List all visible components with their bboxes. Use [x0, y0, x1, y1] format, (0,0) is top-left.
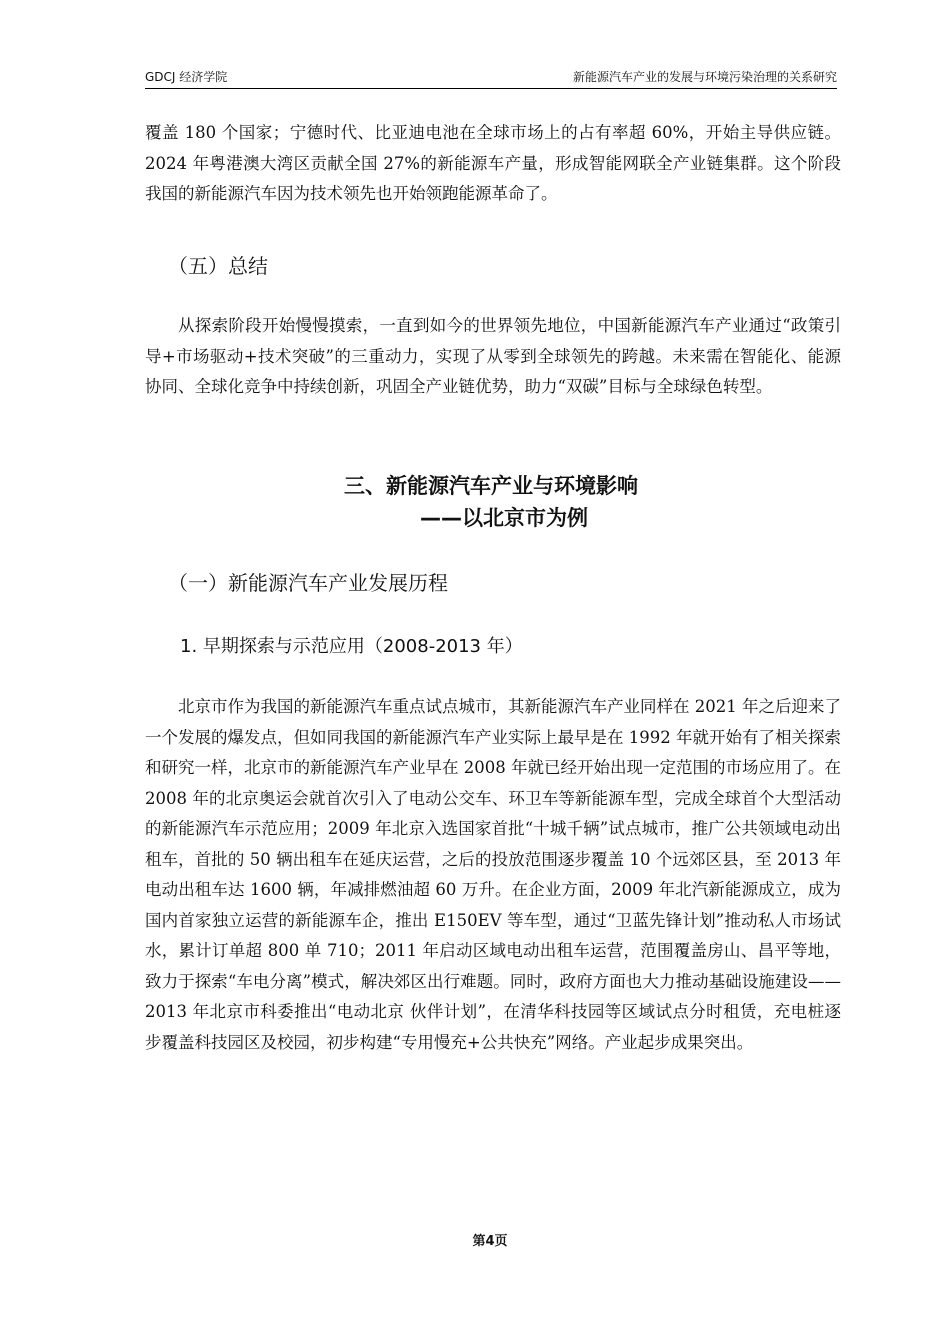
header-document-title: 新能源汽车产业的发展与环境污染治理的关系研究: [572, 70, 837, 84]
page-header: [145, 66, 837, 89]
subsection-heading-early: 1. 早期探索与示范应用（2008-2013 年）: [180, 636, 523, 657]
section-heading-summary: （五）总结: [168, 254, 268, 278]
header-institution: GDCJ 经济学院: [145, 70, 228, 84]
paragraph-early-stage: 北京市作为我国的新能源汽车重点试点城市，其新能源汽车产业同样在 2021 年之后迎来了一个发展的爆发点，但如同我国的新能源汽车产业实际上最早是在 1992 年就开始有了相关探索和研究一样，北京市的新能源汽车产业早在 2008 年就已经开始出现一定范围的市场应用了。在 2008 年的北京奥运会就首次引入了电动公交车、环卫车等新能源车型，完成全球首个大型活动的新能源汽车示范应用；2009 年北京入选国家首批“十城千辆”试点城市，推广公共领域电动出租车，首批的 50 辆出租车在延庆运营，之后的投放范围逐步覆盖 10 个远郊区县，至 2013 年电动出租车达 1600 辆，年减排燃油超 60 万升。在企业方面，2009 年北汽新能源成立，成为国内首家独立运营的新能源车企，推出 E150EV 等车型，通过“卫蓝先锋计划”推动私人市场试水，累计订单超 800 单 710；2011 年启动区域电动出租车运营，范围覆盖房山、昌平等地，致力于探索“车电分离”模式，解决郊区出行难题。同时，政府方面也大力推动基础设施建设——2013 年北京市科委推出“电动北京 伙伴计划”，在清华科技园等区域试点分时租赁，充电桩逐步覆盖科技园区及校园，初步构建“专用慢充+公共快充”网络。产业起步成果突出。: [145, 697, 841, 1052]
paragraph-summary: 从探索阶段开始慢慢摸索，一直到如今的世界领先地位，中国新能源汽车产业通过“政策引导+市场驱动+技术突破”的三重动力，实现了从零到全球领先的跨越。未来需在智能化、能源协同、全球化竞争中持续创新，巩固全产业链优势，助力“双碳”目标与全球绿色转型。: [145, 316, 841, 396]
page-number: 第4页: [472, 1234, 508, 1249]
chapter-title: [145, 470, 837, 534]
section-heading-history: （一）新能源汽车产业发展历程: [168, 571, 448, 595]
paragraph-continued: 覆盖 180 个国家；宁德时代、比亚迪电池在全球市场上的占有率超 60%，开始主导供应链。2024 年粤港澳大湾区贡献全国 27%的新能源车产量，形成智能网联全产业链集群。这个阶段我国的新能源汽车因为技术领先也开始领跑能源革命了。: [145, 123, 841, 203]
chapter-title-line2: ——以北京市为例: [420, 506, 588, 530]
chapter-title-line1: 三、新能源汽车产业与环境影响: [344, 474, 638, 498]
